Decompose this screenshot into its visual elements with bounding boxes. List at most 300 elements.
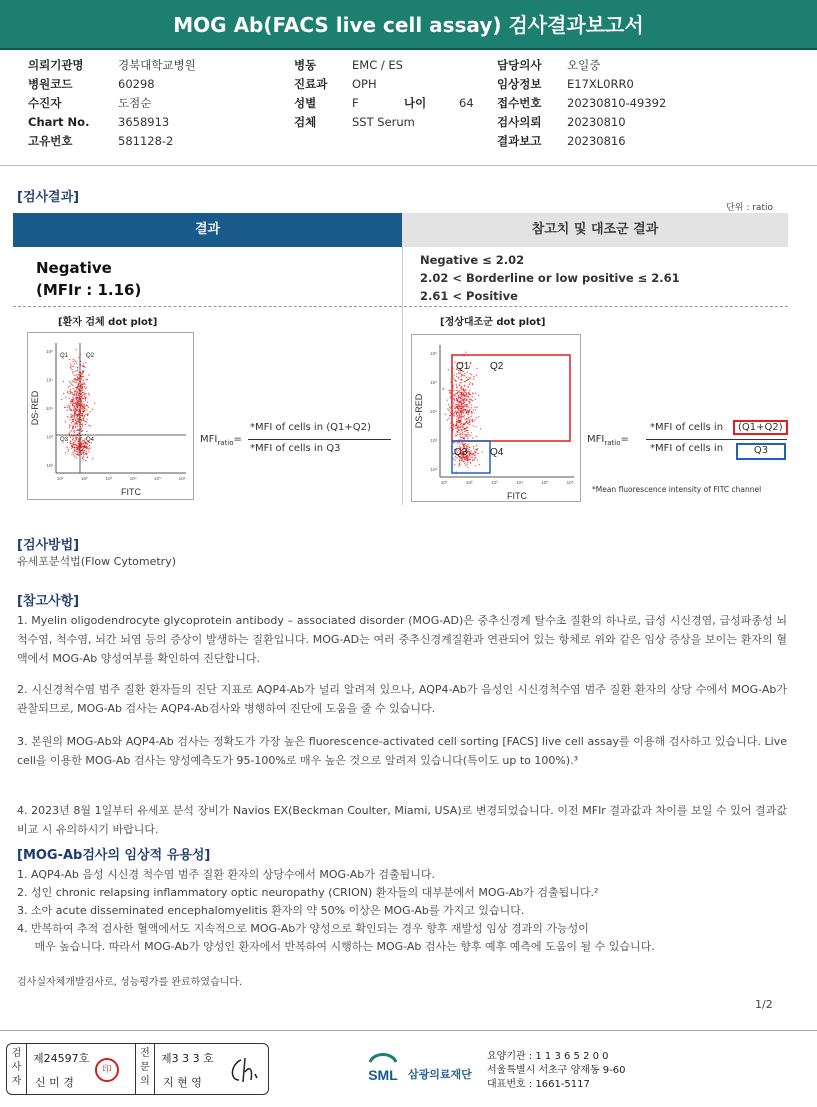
dot	[71, 430, 72, 431]
dot	[78, 403, 79, 404]
x-tick-label: 10³	[105, 476, 113, 481]
dot	[70, 437, 71, 438]
dot	[76, 404, 77, 405]
dot	[72, 415, 73, 416]
dot	[75, 437, 76, 438]
dot	[465, 465, 466, 466]
dot	[453, 426, 454, 427]
reference-ranges	[420, 251, 680, 305]
dot	[78, 451, 79, 452]
dot	[74, 378, 75, 379]
dot	[460, 414, 461, 415]
dot	[86, 454, 87, 455]
dot	[476, 445, 477, 446]
dot	[76, 395, 77, 396]
dot	[73, 409, 74, 410]
dot	[81, 424, 82, 425]
dot	[462, 434, 463, 435]
dot	[450, 423, 451, 424]
y-axis-label: DS-RED	[414, 393, 424, 429]
dot	[89, 394, 90, 395]
dot	[82, 442, 83, 443]
dot	[75, 396, 76, 397]
dot	[465, 352, 466, 353]
info-row	[294, 75, 415, 94]
dot	[77, 403, 78, 404]
dot	[92, 409, 93, 410]
dot	[77, 392, 78, 393]
info-row	[294, 56, 415, 75]
x-tick-label: 10⁵	[541, 480, 549, 485]
examiner-name: 신 미 경	[35, 1076, 74, 1089]
dot	[472, 437, 473, 438]
info-value: OPH	[352, 77, 377, 91]
dot	[464, 434, 465, 435]
dot	[84, 383, 85, 384]
dot	[77, 451, 78, 452]
dot	[81, 447, 82, 448]
dot	[461, 412, 462, 413]
dot	[473, 453, 474, 454]
dot	[459, 390, 460, 391]
dot	[78, 384, 79, 385]
dot	[459, 460, 460, 461]
dot	[73, 375, 74, 376]
dot	[464, 463, 465, 464]
dot	[73, 388, 74, 389]
dot	[67, 416, 68, 417]
info-key: 진료과	[294, 77, 328, 91]
dot	[76, 379, 77, 380]
dot	[456, 390, 457, 391]
dot	[69, 385, 70, 386]
y-tick-label: 10²	[430, 467, 437, 472]
dot	[76, 430, 77, 431]
dot	[475, 452, 476, 453]
dot	[458, 401, 459, 402]
dot	[471, 404, 472, 405]
examiner-license: 제24597호	[33, 1052, 90, 1065]
dot	[464, 438, 465, 439]
dot	[87, 401, 88, 402]
dot	[472, 421, 473, 422]
dot	[80, 394, 81, 395]
dot	[461, 396, 462, 397]
dot	[461, 403, 462, 404]
dot	[465, 392, 466, 393]
dot	[467, 430, 468, 431]
dot	[460, 426, 461, 427]
dot	[456, 387, 457, 388]
dot	[67, 391, 68, 392]
dot	[477, 453, 478, 454]
dot	[469, 382, 470, 383]
dot	[462, 375, 463, 376]
dot	[74, 449, 75, 450]
dot	[78, 432, 79, 433]
dot	[83, 420, 84, 421]
dot	[76, 349, 77, 350]
age-value: 64	[459, 96, 474, 110]
dot	[81, 383, 82, 384]
dot	[453, 442, 454, 443]
patient-info-col2	[294, 56, 415, 132]
dot	[76, 447, 77, 448]
dot	[86, 409, 87, 410]
dot	[69, 435, 70, 436]
clinical-item: 4. 반복하여 추적 검사한 혈액에서도 지속적으로 MOG-Ab가 양성으로 확인되는 경우 향후 재발성 임상 경과의 가능성이	[17, 922, 589, 935]
eq-sign: =	[233, 434, 242, 445]
dot	[480, 428, 481, 429]
dot	[68, 451, 69, 452]
dot	[453, 413, 454, 414]
y-tick-label: 10⁵	[46, 377, 53, 383]
dot	[475, 426, 476, 427]
dot	[71, 365, 72, 366]
dot	[76, 387, 77, 388]
dot	[454, 408, 455, 409]
dot	[83, 456, 84, 457]
dot	[61, 399, 62, 400]
dot	[78, 419, 79, 420]
dot	[461, 386, 462, 387]
dot	[69, 417, 70, 418]
dot	[471, 407, 472, 408]
x-axis-label: FITC	[507, 491, 527, 501]
dot	[458, 408, 459, 409]
dot	[85, 388, 86, 389]
dot	[89, 448, 90, 449]
dot	[464, 415, 465, 416]
section-result-title: [검사결과]	[17, 190, 80, 205]
fraction-line	[646, 439, 787, 440]
dot	[458, 377, 459, 378]
org-info	[487, 1050, 626, 1092]
dot	[75, 412, 76, 413]
clinical-item: 1. AQP4-Ab 음성 시신경 척수염 범주 질환 환자의 상당수에서 MOG-Ab가 검출됩니다.	[17, 868, 435, 881]
note-item: 1. Myelin oligodendrocyte glycoprotein antibody – associated disorder (MOG-AD)은 중추신경계 탈수초 질환의 하나로, 급성 시신경염, 급성파종성 뇌척수염, 척수염, 뇌간 뇌염 등의 증상이 발생하는 질환입니다. MOG-AD는 여러 중추신경계질환과 연관되어 있는 항체로 위와 같은 임상 증상을 보이는 환자의 혈액에서 MOG-Ab 양성여부를 확인하여 진단합니다.	[17, 614, 787, 665]
note-item: 3. 본원의 MOG-Ab와 AQP4-Ab 검사는 정확도가 가장 높은 fluorescence-activated cell sorting [FACS] live cell assay를 이용해 검사하고 있습니다. Live cell을 이용한 MOG-Ab 검사는 양성예측도가 95-100%로 매우 높은 것으로 알려져 있습니다(특이도 up to 100%).³	[17, 735, 787, 767]
dot	[70, 368, 71, 369]
dot	[458, 427, 459, 428]
dot	[475, 457, 476, 458]
dot	[468, 434, 469, 435]
dot	[469, 402, 470, 403]
dot	[80, 405, 81, 406]
dot	[468, 379, 469, 380]
dot	[477, 459, 478, 460]
result-line1: Negative	[36, 259, 112, 277]
dot	[454, 400, 455, 401]
info-value: SST Serum	[352, 115, 415, 129]
dot	[469, 447, 470, 448]
dot	[460, 410, 461, 411]
y-tick-label: 10⁵	[430, 380, 437, 385]
dot	[75, 405, 76, 406]
x-tick-label: 10⁴	[129, 476, 137, 481]
dot	[456, 385, 457, 386]
x-tick-label: 10¹	[440, 480, 448, 485]
dot	[458, 410, 459, 411]
info-row	[497, 94, 666, 113]
dot	[78, 372, 79, 373]
dot	[74, 394, 75, 395]
dot	[75, 419, 76, 420]
dot	[71, 454, 72, 455]
dot	[461, 460, 462, 461]
dot	[455, 435, 456, 436]
dot	[63, 393, 64, 394]
result-header: 결과	[13, 213, 402, 247]
dot	[70, 431, 71, 432]
dot	[70, 403, 71, 404]
dot	[82, 440, 83, 441]
dot	[75, 415, 76, 416]
dot	[476, 449, 477, 450]
dot	[78, 440, 79, 441]
dot	[84, 450, 85, 451]
dot	[475, 409, 476, 410]
dot	[459, 394, 460, 395]
org-line: 서울특별시 서초구 양재동 9-60	[487, 1065, 626, 1076]
dot	[468, 386, 469, 387]
dot	[464, 386, 465, 387]
dot	[461, 410, 462, 411]
info-row	[28, 56, 196, 75]
dot	[454, 379, 455, 380]
dot	[468, 417, 469, 418]
dot	[457, 390, 458, 391]
dot	[458, 429, 459, 430]
dot	[460, 398, 461, 399]
dot	[70, 363, 71, 364]
dot	[476, 436, 477, 437]
dot	[462, 437, 463, 438]
dot	[463, 444, 464, 445]
dot	[472, 457, 473, 458]
dot	[94, 403, 95, 404]
dot	[469, 384, 470, 385]
dot	[83, 452, 84, 453]
dot	[86, 419, 87, 420]
dot	[72, 439, 73, 440]
dot	[461, 392, 462, 393]
info-key: 의뢰기관명	[28, 58, 84, 72]
dot	[462, 459, 463, 460]
quadrant-label: Q3	[454, 447, 468, 458]
dot	[456, 421, 457, 422]
dot	[463, 461, 464, 462]
dot	[470, 450, 471, 451]
dot	[87, 443, 88, 444]
examiner-label: 검사자	[7, 1044, 27, 1094]
footer-divider	[0, 1030, 817, 1031]
dot	[80, 378, 81, 379]
dot	[92, 458, 93, 459]
dot	[458, 398, 459, 399]
org-line: 요양기관 : 1 1 3 6 5 2 0 0	[487, 1051, 609, 1062]
dot	[81, 397, 82, 398]
dot	[470, 363, 471, 364]
y-tick-label: 10³	[430, 438, 437, 443]
y-tick-label: 10³	[46, 434, 53, 440]
reference-header: 참고치 및 대조군 결과	[402, 213, 788, 247]
dot	[477, 448, 478, 449]
info-value: E17XL0RR0	[567, 77, 634, 91]
dot	[475, 393, 476, 394]
clinical-item: 매우 높습니다. 따라서 MOG-Ab가 양성인 환자에서 반복하여 시행하는 MOG-Ab 검사는 향후 예후 예측에 도움이 될 수 있습니다.	[17, 940, 655, 953]
dot	[82, 365, 83, 366]
dot	[456, 373, 457, 374]
dot	[70, 391, 71, 392]
info-row	[28, 75, 196, 94]
quadrant-label: Q4	[490, 447, 504, 458]
q3-box: Q3	[736, 443, 786, 460]
dot	[467, 444, 468, 445]
dot	[76, 370, 77, 371]
dot	[81, 396, 82, 397]
dot	[467, 432, 468, 433]
dot	[462, 432, 463, 433]
dot	[73, 416, 74, 417]
dot	[465, 381, 466, 382]
dot	[90, 425, 91, 426]
dot	[472, 400, 473, 401]
dot	[464, 394, 465, 395]
dot	[463, 410, 464, 411]
age-label: 나이	[404, 96, 427, 110]
info-value: 도점순	[118, 96, 152, 110]
dot	[482, 451, 483, 452]
dot	[80, 439, 81, 440]
dot	[476, 407, 477, 408]
dot	[459, 405, 460, 406]
y-axis-label: DS-RED	[30, 390, 40, 426]
dot	[464, 398, 465, 399]
dot	[447, 408, 448, 409]
dot	[77, 445, 78, 446]
dot	[83, 404, 84, 405]
dot	[78, 386, 79, 387]
x-tick-label: 10⁶	[566, 480, 574, 485]
dot	[463, 403, 464, 404]
dot	[465, 428, 466, 429]
dot	[75, 374, 76, 375]
dot	[463, 393, 464, 394]
dot	[461, 429, 462, 430]
dot	[458, 397, 459, 398]
dot	[73, 442, 74, 443]
dot	[72, 447, 73, 448]
dot	[467, 427, 468, 428]
dot	[74, 380, 75, 381]
dot	[469, 455, 470, 456]
dot	[450, 390, 451, 391]
dot	[65, 407, 66, 408]
dot	[470, 394, 471, 395]
dot	[75, 422, 76, 423]
num-prefix: *MFI of cells in	[650, 422, 724, 433]
logo-icon	[362, 1048, 404, 1088]
dot	[90, 411, 91, 412]
logo-text: SML	[368, 1067, 398, 1083]
mfi-footnote: *Mean fluorescence intensity of FITC channel	[592, 485, 762, 494]
dot	[448, 404, 449, 405]
dot	[74, 359, 75, 360]
dot	[468, 396, 469, 397]
dot	[464, 390, 465, 391]
dot	[473, 378, 474, 379]
age-field	[404, 94, 474, 113]
dot	[72, 373, 73, 374]
info-key: Chart No.	[28, 115, 90, 129]
dot	[88, 393, 89, 394]
dot	[71, 444, 72, 445]
dot	[473, 425, 474, 426]
patient-plot-svg	[28, 333, 193, 499]
dot	[73, 403, 74, 404]
dot	[459, 382, 460, 383]
signature-icon	[227, 1054, 263, 1086]
dot	[471, 453, 472, 454]
info-key: 병동	[294, 58, 317, 72]
dot	[448, 390, 449, 391]
dot	[74, 363, 75, 364]
dot	[89, 445, 90, 446]
dot	[68, 386, 69, 387]
dot	[457, 432, 458, 433]
dot	[475, 399, 476, 400]
dot	[465, 435, 466, 436]
dot	[475, 465, 476, 466]
dot	[464, 373, 465, 374]
mfi-label: MFI	[587, 434, 605, 445]
dot	[442, 388, 443, 389]
info-row	[294, 113, 415, 132]
dot	[76, 394, 77, 395]
section-notes-title: [참고사항]	[17, 594, 80, 609]
dot	[69, 432, 70, 433]
info-value: F	[352, 96, 359, 110]
dot	[458, 378, 459, 379]
dot	[464, 375, 465, 376]
dot	[468, 377, 469, 378]
x-axis-label: FITC	[121, 487, 141, 497]
dot	[85, 421, 86, 422]
dot	[466, 434, 467, 435]
dot	[72, 397, 73, 398]
info-row	[497, 132, 666, 151]
dot	[464, 418, 465, 419]
specialist-name: 지 현 영	[163, 1076, 202, 1089]
x-tick-label: 10²	[465, 480, 473, 485]
control-formula-lhs	[587, 434, 629, 447]
dot	[76, 398, 77, 399]
dot	[458, 417, 459, 418]
control-plot-svg	[412, 335, 580, 501]
dot	[65, 397, 66, 398]
dot	[84, 408, 85, 409]
dot	[459, 434, 460, 435]
dot	[78, 422, 79, 423]
result-value	[36, 257, 141, 301]
dot	[69, 424, 70, 425]
dot	[464, 437, 465, 438]
dot	[462, 397, 463, 398]
dot	[459, 408, 460, 409]
y-tick-label: 10⁴	[430, 409, 437, 414]
dot	[63, 381, 64, 382]
